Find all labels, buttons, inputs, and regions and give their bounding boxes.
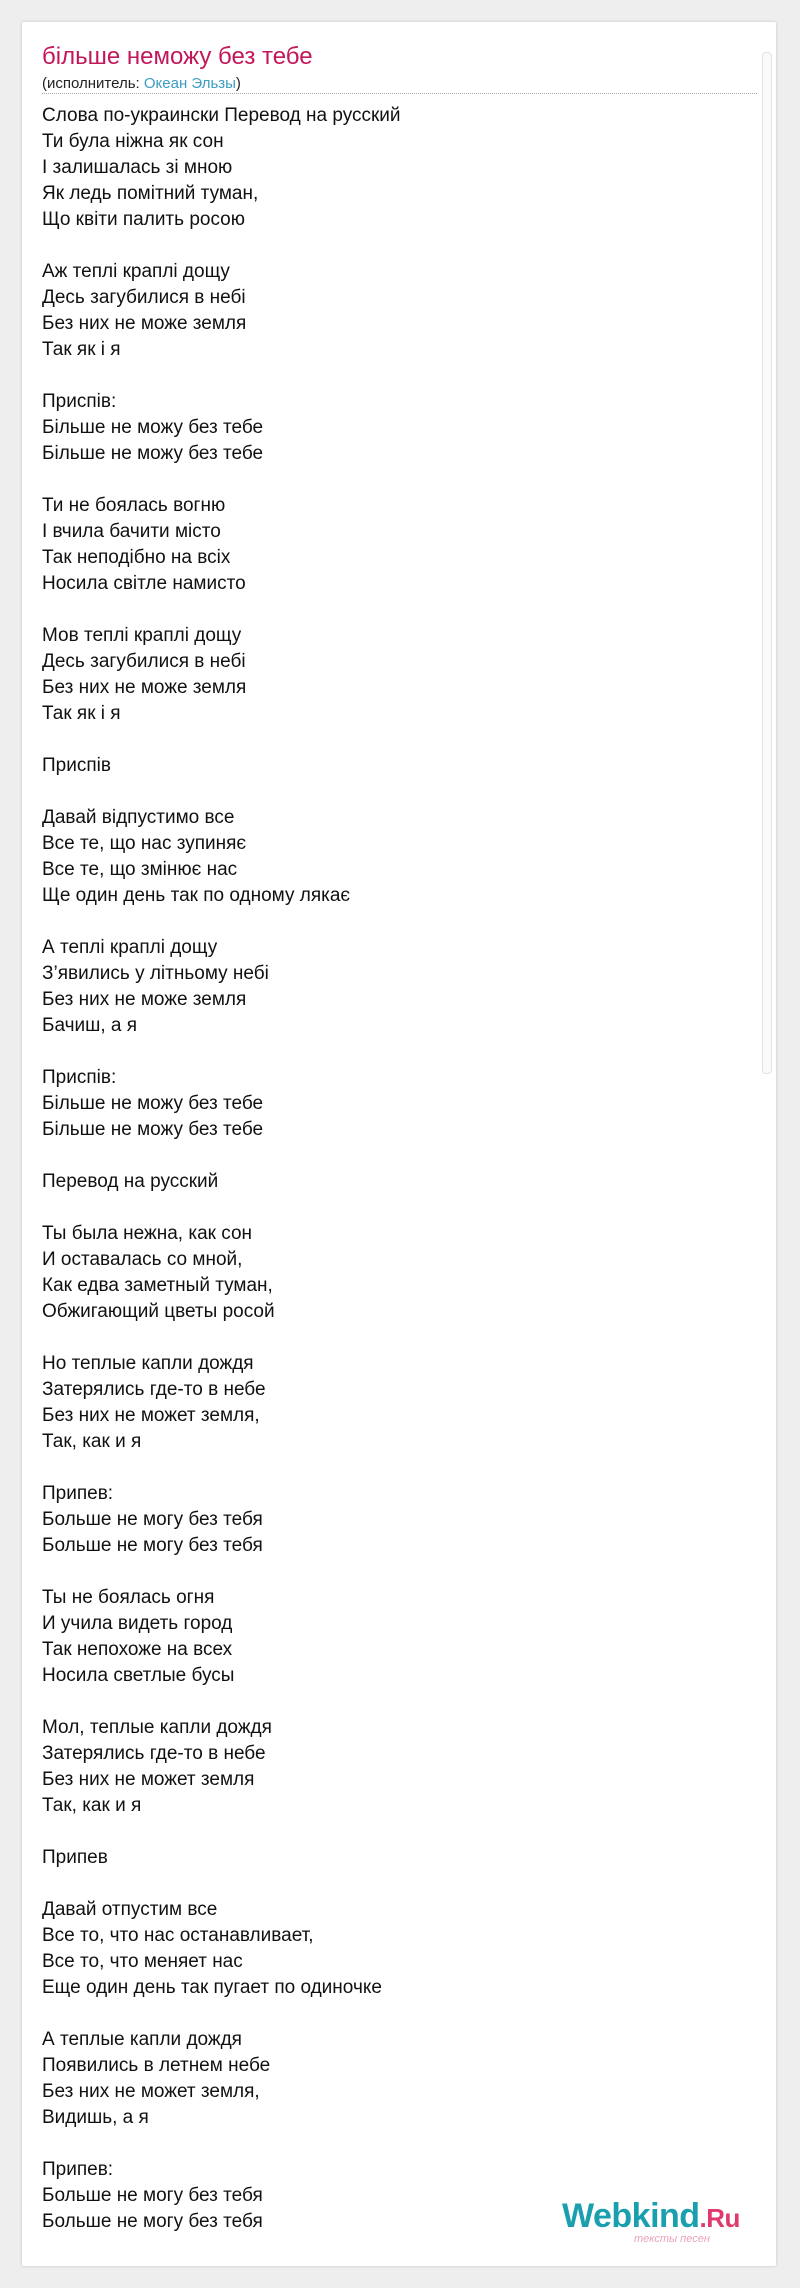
lyric-line: Бачиш, а я (42, 1015, 138, 1036)
lyric-line (42, 1143, 757, 1169)
lyric-line: Видишь, а я (42, 2107, 149, 2128)
lyric-line: Мол, теплые капли дождя (42, 1717, 272, 1738)
lyric-line (42, 1195, 757, 1221)
lyric-line: Що квіти палить росою (42, 209, 245, 230)
lyric-line: Так як і я (42, 703, 121, 724)
lyric-line: Так, как и я (42, 1431, 142, 1452)
lyric-line: Носила світле намисто (42, 573, 246, 594)
lyric-line: Без них не може земля (42, 989, 247, 1010)
lyric-line (42, 363, 757, 389)
lyric-line: Ты была нежна, как сон (42, 1223, 253, 1244)
lyrics-text (42, 103, 757, 2235)
lyric-line (42, 597, 757, 623)
lyric-line: Давай отпустим все (42, 1899, 218, 1920)
lyric-line: Обжигающий цветы росой (42, 1301, 275, 1322)
lyric-line: Так неподібно на всіх (42, 547, 231, 568)
lyric-line: Затерялись где-то в небе (42, 1379, 266, 1400)
lyric-line: Перевод на русский (42, 1171, 219, 1192)
lyric-line: Как едва заметный туман, (42, 1275, 273, 1296)
lyric-line: Без них не може земля (42, 677, 247, 698)
lyric-line: Все то, что нас останавливает, (42, 1925, 314, 1946)
lyric-line: Аж теплі краплі дощу (42, 261, 230, 282)
logo-wordmark (562, 2197, 740, 2236)
lyric-line: Больше не могу без тебя (42, 2211, 263, 2232)
lyric-line: Ти не боялась вогню (42, 495, 226, 516)
lyric-line: Припев (42, 1847, 108, 1868)
lyric-line: Больше не могу без тебя (42, 1535, 263, 1556)
lyric-line: Більше не можу без тебе (42, 1093, 264, 1114)
lyric-line (42, 1039, 757, 1065)
lyric-line: Припев: (42, 2159, 114, 2180)
lyric-line: Еще один день так пугает по одиночке (42, 1977, 382, 1998)
lyric-line: И учила видеть город (42, 1613, 233, 1634)
lyric-line (42, 233, 757, 259)
lyric-line (42, 727, 757, 753)
lyric-line (42, 1819, 757, 1845)
lyric-line: Носила светлые бусы (42, 1665, 235, 1686)
lyric-line: Приспів: (42, 1067, 117, 1088)
lyric-line: Ти була ніжна як сон (42, 131, 224, 152)
lyric-line: Все те, що змінює нас (42, 859, 238, 880)
song-title: більше неможу без тебе (42, 43, 313, 70)
lyric-line (42, 2131, 757, 2157)
lyric-line: Як ледь помітний туман, (42, 183, 259, 204)
lyric-line: Більше не можу без тебе (42, 1119, 264, 1140)
logo-tagline: тексты песен (634, 2233, 710, 2245)
lyric-line (42, 2001, 757, 2027)
lyric-line: А теплі краплі дощу (42, 937, 218, 958)
lyric-line: А теплые капли дождя (42, 2029, 242, 2050)
lyric-line: Больше не могу без тебя (42, 2185, 263, 2206)
lyric-line (42, 467, 757, 493)
lyric-line: Без них не может земля, (42, 1405, 260, 1426)
webkind-logo[interactable] (562, 2197, 772, 2243)
lyric-line: З’явились у літньому небі (42, 963, 269, 984)
logo-tld: .Ru (699, 2203, 740, 2233)
lyric-line: Без них не может земля (42, 1769, 255, 1790)
lyric-line: Появились в летнем небе (42, 2055, 271, 2076)
lyric-line: Но теплые капли дождя (42, 1353, 254, 1374)
lyric-line: Больше не могу без тебя (42, 1509, 263, 1530)
lyric-line: Давай відпустимо все (42, 807, 235, 828)
lyric-line: Так як і я (42, 339, 121, 360)
lyric-line: Десь загубилися в небі (42, 287, 246, 308)
lyrics-card (22, 22, 776, 2266)
lyric-line: Більше не можу без тебе (42, 443, 264, 464)
lyric-line: Мов теплі краплі дощу (42, 625, 242, 646)
lyric-line (42, 909, 757, 935)
lyric-line: Без них не может земля, (42, 2081, 260, 2102)
artist-suffix: ) (235, 75, 241, 92)
lyric-line: Все то, что меняет нас (42, 1951, 243, 1972)
lyric-line: Так, как и я (42, 1795, 142, 1816)
lyric-line: Приспів: (42, 391, 117, 412)
lyric-line (42, 1559, 757, 1585)
lyric-line: Ты не боялась огня (42, 1587, 215, 1608)
lyric-line (42, 1455, 757, 1481)
artist-line (42, 74, 241, 94)
artist-link[interactable]: Океан Эльзы (143, 75, 236, 92)
lyric-line: Так непохоже на всех (42, 1639, 233, 1660)
lyric-line: Десь загубилися в небі (42, 651, 246, 672)
lyric-line (42, 1871, 757, 1897)
lyric-line: Припев: (42, 1483, 114, 1504)
lyric-line (42, 1689, 757, 1715)
lyric-line (42, 779, 757, 805)
lyric-line: Приспів (42, 755, 111, 776)
lyric-line: Слова по-украински Перевод на русский (42, 105, 401, 126)
lyric-line (42, 1325, 757, 1351)
logo-main-text: Webkind (562, 2197, 700, 2235)
lyric-line: Все те, що нас зупиняє (42, 833, 247, 854)
divider (42, 93, 757, 94)
scrollbar[interactable] (762, 52, 772, 1074)
lyric-line: Затерялись где-то в небе (42, 1743, 266, 1764)
artist-prefix: (исполнитель: (42, 75, 144, 92)
lyric-line: И оставалась со мной, (42, 1249, 243, 1270)
lyric-line: І залишалась зі мною (42, 157, 233, 178)
lyric-line: Ще один день так по одному лякає (42, 885, 351, 906)
lyric-line: Більше не можу без тебе (42, 417, 264, 438)
lyric-line: І вчила бачити місто (42, 521, 221, 542)
lyric-line: Без них не може земля (42, 313, 247, 334)
